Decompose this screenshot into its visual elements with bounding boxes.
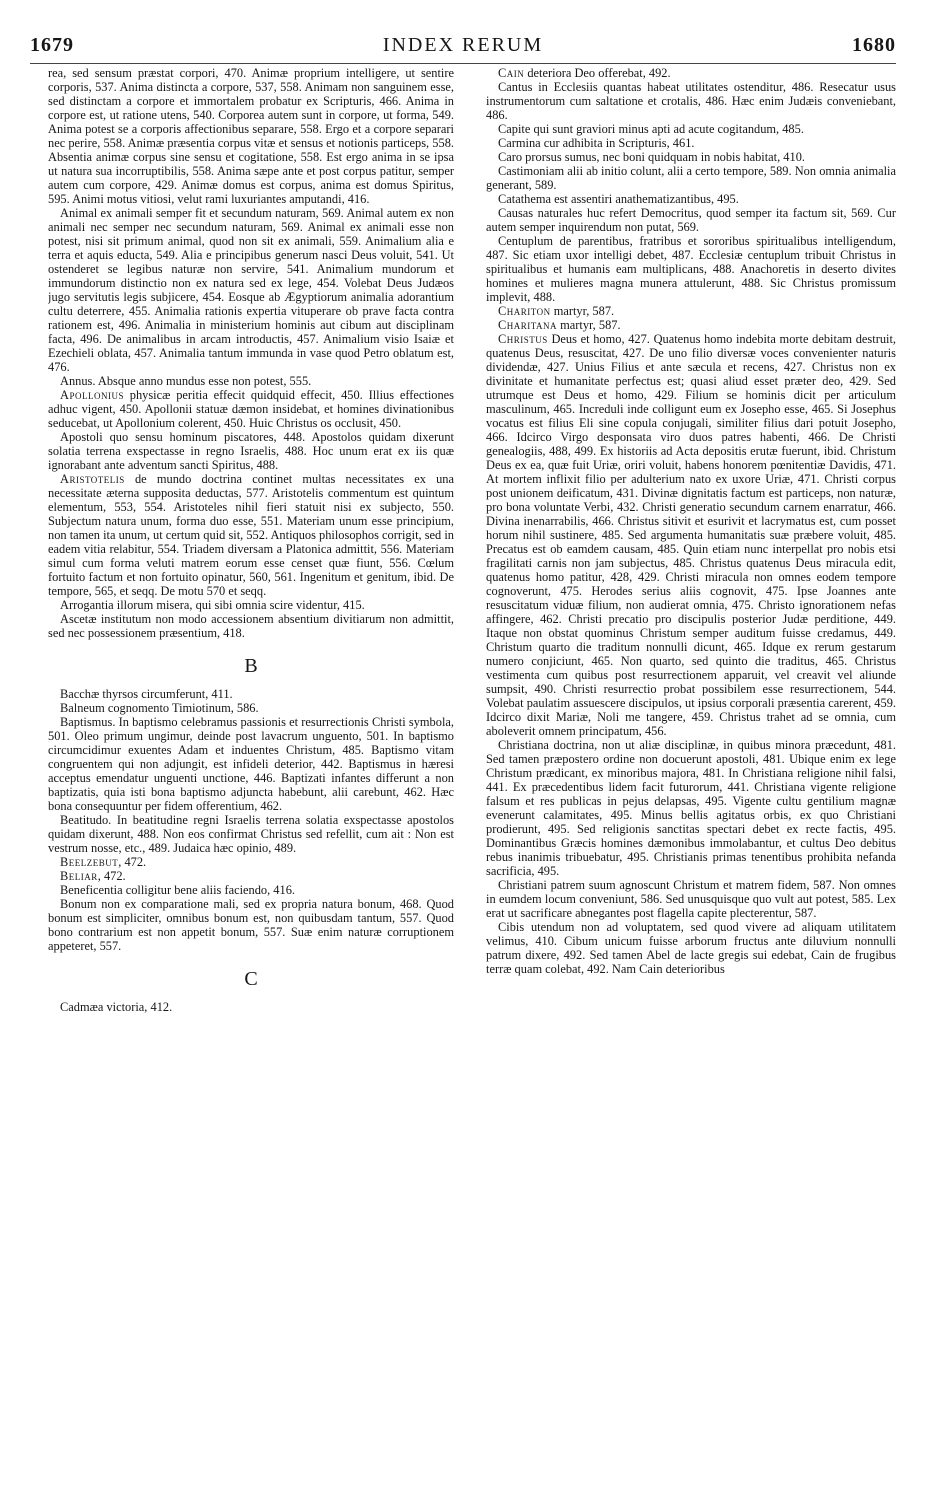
index-entry [486, 738, 896, 878]
section-letter: C [244, 968, 258, 990]
entry-text: Arrogantia illorum misera, qui sibi omnia scire videntur, 415. [60, 598, 365, 612]
entry-headword: Chariton [498, 304, 551, 318]
entry-text: Baptismus. In baptismo celebramus passionis et resurrectionis Christi symbola, 501. Oleo primum ungimur, deinde post lavacrum unguento, 501. In baptismo circumcidimur exuentes Adam et induentes Christum, 485. Baptismo vitam congruentem qui non adjungit, est infideli deterior, 442. Baptismus in hæresi acceptus emendatur unguenti unctione, 446. Baptizati infantes differunt a non baptizatis, quia isti bona baptismo adjuncta habebunt, alii carebunt, 462. Hæc bona consequuntur per fidem offerentium, 462. [48, 715, 454, 813]
entry-headword: Beliar [60, 869, 98, 883]
entry-text: Apostoli quo sensu hominum piscatores, 448. Apostolos quidam dixerunt solatia terrena exspectasse in regno Israelis, 488. Hoc unum erat ex iis quæ ignorabant ante adventum sancti Spiritus, 488. [48, 430, 454, 472]
index-entry [486, 878, 896, 920]
entry-text: Cibis utendum non ad voluptatem, sed quod vivere ad aliquam utilitatem velimus, 410. Cibum unicum fuisse arborum fructus ante diluvium nonnulli patrum dixere, 492. Sed tamen Abel de lacte gregis sui edebat, Cain de frugibus terræ quam colebat, 492. Nam Cain deterioribus [486, 920, 896, 976]
entry-text: Carmina cur adhibita in Scripturis, 461. [498, 136, 695, 150]
entry-text: deteriora Deo offerebat, 492. [524, 66, 671, 80]
entry-text: Bacchæ thyrsos circumferunt, 411. [60, 687, 233, 701]
entry-text: Balneum cognomento Timiotinum, 586. [60, 701, 259, 715]
entry-text: Ascetæ institutum non modo accessionem absentium divitiarum non admittit, sed nec possessionem præsentium, 418. [48, 612, 454, 640]
entry-text: Animal ex animali semper fit et secundum naturam, 569. Animal autem ex non animali nec semper nec secundum naturam, 569. Animal ex animali esse non potest, nisi sit primum animal, quod non sit ex animali, 559. Animalium alia e terra et aquis educta, 549. Alia e principibus generum nasci Deus voluit, 541. Ut ostenderet se legibus naturæ non servire, 541. Animalium mundorum et immundorum distinctio non ex natura sed ex lege, 454. Volebat Deus Judæos jugo servitutis legis subjicere, 454. Eosque ab Ægyptiorum animalia adorantium cultu deterrere, 455. Animalia rationis expertia vituperare ob prave facta contra rationem est, 496. Animalia in ministerium hominis aut cibum aut disciplinam facta, 496. De animalibus in arcam introductis, 457. Animalium visio Isaiæ et Ezechieli oblata, 457. Animalia tantum immunda in vase quod Petro oblatum est, 476. [48, 206, 454, 374]
index-entry [48, 388, 454, 430]
entry-text: Causas naturales huc refert Democritus, quod semper ita factum sit, 569. Cur autem semper inquirendum non putat, 569. [486, 206, 896, 234]
entry-text: Annus. Absque anno mundus esse non potest, 555. [60, 374, 312, 388]
entry-text: de mundo doctrina continet multas necessitates ex una necessitate æterna supposita deductas, 577. Aristotelis commentum est quintum elementum, 553, 554. Aristoteles nihil fieri statuit nisi ex subjecto, 550. Subjectum natura unum, forma duo esse, 551. Materiam unum esse principium, non tamen ita unum, ut certum quid sit, 552. Antiquos philosophos corrigit, sed in eadem vitia relabitur, 554. Triadem diversam a Platonica admittit, 556. Materiam simul cum forma veluti matrem eorum esse censet quæ fiunt, 556. Cœlum fortuito factum et non fortuito opinatur, 560, 561. Ingenitum et genitum, ibid. De tempore, 565, et seqq. De motu 570 et seqq. [48, 472, 454, 598]
entry-text: Caro prorsus sumus, nec boni quidquam in nobis habitat, 410. [498, 150, 805, 164]
index-entry [48, 430, 454, 472]
index-entry [48, 598, 454, 612]
index-entry [48, 883, 454, 897]
entry-text: rea, sed sensum præstat corpori, 470. Animæ proprium intelligere, ut sentire corporis, 537. Anima distincta a corpore, 537, 558. Animam non sanguinem esse, sed distinctam a corpore et immortalem probatur ex Scripturis, 466. Anima in corpore est, ut ratione utens, 540. Corporea autem sunt in corpore, ut forma, 549. Anima potest se a corporis affectionibus separare, 558. Ergo et a corpore separari nec perire, 558. Animæ præsentia corpus vitæ et sensus et notionis particeps, 558. Absentia animæ corpus sine sensu et cogitatione, 558. Est ergo anima in se ipsa ut natura sua incorruptibilis, 558. Anima sæpe ante et post corpus patitur, semper autem cum corpore, 429. Animæ domus est corpus, anima est domus Spiritus, 595. Animi motus vitiosi, velut rami luxuriantes amputandi, 416. [48, 66, 454, 206]
entry-text: , 472. [118, 855, 147, 869]
entry-headword: Cain [498, 66, 525, 80]
header-rule [30, 63, 896, 64]
index-entry [486, 80, 896, 122]
entry-text: Beneficentia colligitur bene aliis faciendo, 416. [60, 883, 295, 897]
index-entry [486, 206, 896, 234]
index-entry [486, 150, 896, 164]
index-entry [48, 206, 454, 374]
index-entry [486, 920, 896, 976]
entry-text: martyr, 587. [550, 304, 615, 318]
entry-text: Capite qui sunt graviori minus apti ad acute cogitandum, 485. [498, 122, 804, 136]
index-entry [48, 374, 454, 388]
entry-text: Centuplum de parentibus, fratribus et sororibus spiritualibus intelligendum, 487. Sic etiam uxor intelligi debet, 487. Ecclesiæ centuplum tribuit Christus in spiritualibus et humanis eam multiplicans, 488. Anachoretis in deserto divites homines et mulieres magna munera attulerunt, 488. Sic Christus promissum implevit, 488. [486, 234, 896, 304]
section-letter: B [244, 655, 258, 677]
entry-headword: Christus [498, 332, 548, 346]
index-entry [48, 472, 454, 598]
index-entry [48, 66, 454, 206]
page-title: INDEX RERUM [382, 34, 544, 56]
entry-text: Christiana doctrina, non ut aliæ disciplinæ, in quibus minora præcedunt, 481. Sed tamen præpostero ordine non docuerunt apostoli, 481. Ubique enim ex lege Christum prædicant, ex minoribus majora, 481. In Christiana religione nihil falsi, 441. Ex præcedentibus lidem facit futurorum, 441. Christiana vigente religione falsum et res publicas in pejus delapsas, 495. Vigente cultu gentilium magnæ evenerunt calamitates, 495. Minus bellis agitatus orbis, ex quo Christiani prodierunt, 495. Sed religionis sanctitas spectari debet ex recte factis, 495. Dominantibus Græcis homines dæmonibus immolabantur, et cultus Deo debitus rebus inanimis tribuebatur, 495. Christianis primas tenentibus prohibita nefanda sacrificia, 495. [486, 738, 896, 878]
right-column [486, 66, 896, 1486]
index-entry [486, 122, 896, 136]
entry-text: Deus et homo, 427. Quatenus homo indebita morte debitam destruit, quatenus Deus, resuscitat, 427. De uno filio diversæ voces convenienter naturis dividendæ, 427. Unius Filius et ante sæcula et recens, 427. Christus non ex divinitate et humanitate perfectus est; quasi aliud esset præter deo, 429. Sed utrumque est Deus et homo, 429. Filium se hominis dicit per articulum masculinum, 465. Increduli inde colligunt eum ex Josepho esse, 465. Si Josephus vocatus est filius Eli sine copula conjugali, similiter filius dari potuit Josepho, 466. Idcirco Virgo desponsata viro duos patres habenti, 466. De Christi genealogiis, 488, 499. Ex historiis ad Acta depositis erutæ fuerunt, ibid. Christum Deus ex ea, quæ fuit Uriæ, oriri voluit, habens honorem pœnitentiæ Davidis, 471. At mortem inflixit filio per adulterium nato ex uxore Uriæ, 471. Christi corpus post unionem deificatum, 431. Divinæ dignitatis factum est particeps, non naturæ, pro bona voluntate Verbi, 432. Christi generatio secundum carnem enarratur, 466. Divina inenarrabilis, 466. Christus sitivit et esurivit et lacrymatus est, cum posset horum nihil sustinere, 485. Sed argumenta humanitatis suæ præbere voluit, 485. Precatus est ob eamdem causam, 485. Quin etiam nunc interpellat pro nobis etsi fragilitati carnis non jam subjectus, 485. Christus quatenus Deus miracula edit, quatenus homo patitur, 428, 429. Christi miracula non omnes eodem tempore cognoverunt, 475. Herodes serius aliis cognovit, 475. Ipse Joannes ante resuscitatum viduæ filium, non audierat omnia, 475. Christo ignorationem nefas affingere, 462. Christi precatio pro discipulis posterior Judæ perditione, 449. Itaque non obstat quominus Christum semper auditum fuisse credamus, 449. Christum quarto die traditum nonnulli dicunt, 465. Idque ex rerum gestarum numero conjiciunt, 465. Non quarto, sed quinto die traditus, 465. Christus vestimenta cum quibus post resurrectionem apparuit, vel creavit vel aliunde sumpsit, 490. Christi resurrectio probat possibilem esse resurrectionem, 544. Volebat paulatim assuescere discipulos, ut ipsius corporali præsentia carerent, 459. Idcirco dixit Mariæ, Noli me tangere, 459. Christus trahet ad se omnia, cum aboleverit omnem principatum, 456. [486, 332, 896, 738]
index-entry [48, 612, 454, 640]
entry-text: Bonum non ex comparatione mali, sed ex propria natura bonum, 468. Quod bonum est simpliciter, omnibus bonum est, non quibusdam tantum, 557. Quod bono contrarium est non appetit bonum, 557. Suæ enim naturæ corruptionem appeteret, 557. [48, 897, 454, 953]
index-entry [48, 687, 454, 701]
index-entry [486, 66, 896, 80]
index-entry [486, 234, 896, 304]
index-entry [486, 304, 896, 318]
index-entry [48, 869, 454, 883]
index-entry [48, 855, 454, 869]
entry-headword: Charitana [498, 318, 558, 332]
entry-text: martyr, 587. [557, 318, 621, 332]
entry-text: , 472. [97, 869, 126, 883]
page-number-left: 1679 [30, 34, 74, 56]
index-entry [486, 164, 896, 192]
entry-headword: Beelzebut [60, 855, 119, 869]
index-entry [48, 701, 454, 715]
entry-headword: Aristotelis [60, 472, 125, 486]
entry-text: Cantus in Ecclesiis quantas habeat utilitates ostenditur, 486. Resecatur usus instrumentorum cum saltatione et crotalis, 486. Hæc enim Judæis conveniebant, 486. [486, 80, 896, 122]
index-entry [486, 192, 896, 206]
entry-text: Cadmæa victoria, 412. [60, 1000, 173, 1014]
entry-text: physicæ peritia effecit quidquid effecit, 450. Illius effectiones adhuc vigent, 450. Apollonii statuæ dæmon insidebat, et homines divinationibus seducebat, ut Apollonium colerent, 450. Huic Christus os occlusit, 450. [48, 388, 454, 430]
entry-text: Catathema est assentiri anathematizantibus, 495. [498, 192, 739, 206]
index-entry [48, 715, 454, 813]
index-entry [486, 136, 896, 150]
left-column [48, 66, 454, 1486]
index-entry [48, 1000, 454, 1014]
index-entry [486, 332, 896, 738]
entry-headword: Apollonius [60, 388, 124, 402]
running-header [30, 34, 896, 62]
index-entry [48, 897, 454, 953]
index-entry [48, 813, 454, 855]
entry-text: Christiani patrem suum agnoscunt Christum et matrem fidem, 587. Non omnes in eumdem locum conveniunt, 586. Sed unusquisque quo vult aut potest, 585. Lex erat ut sacrificare abnegantes post flagella capite plecterentur, 587. [486, 878, 896, 920]
entry-text: Castimoniam alii ab initio colunt, alii a certo tempore, 589. Non omnia animalia generant, 589. [486, 164, 896, 192]
index-entry [486, 318, 896, 332]
entry-text: Beatitudo. In beatitudine regni Israelis terrena solatia exspectasse apostolos quidam dixerunt, 488. Non eos confirmat Christus sed refellit, cum ait : Non est vestrum nosse, etc., 489. Judaica hæc opinio, 489. [48, 813, 454, 855]
page-number-right: 1680 [852, 34, 896, 56]
